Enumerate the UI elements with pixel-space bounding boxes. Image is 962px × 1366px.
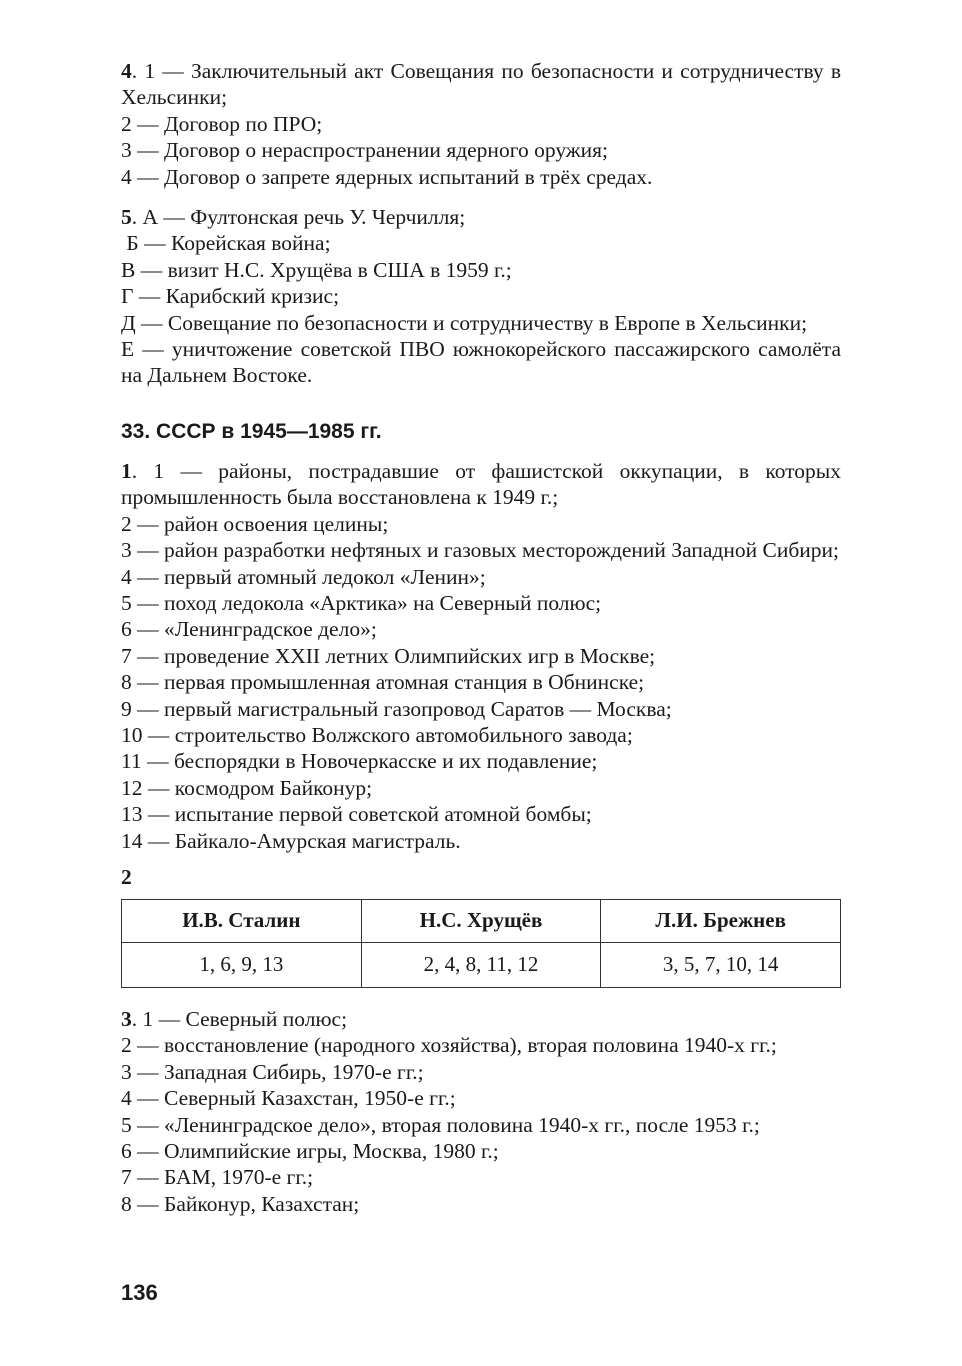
page-number: 136 — [121, 1280, 158, 1305]
table-header-cell: И.В. Сталин — [122, 899, 362, 942]
answer-line: 2 — район освоения целины; — [121, 511, 389, 536]
answer-5 — [121, 204, 841, 389]
answer-text: . А — Фултонская речь У. Черчилля; — [131, 205, 466, 230]
answer-line: Д — Совещание по безопасности и сотрудничеству в Европе в Хельсинки; — [121, 310, 808, 335]
answer-line: Е — уничтожение советской ПВО южнокорейского пассажирского самолёта на Дальнем Востоке. — [121, 337, 841, 388]
answer-number: 5 — [121, 205, 132, 230]
answer-line: 3 — район разработки нефтяных и газовых месторождений Западной Сибири; — [121, 538, 839, 563]
answer-number: 3 — [121, 1006, 132, 1031]
table-header-cell: Л.И. Брежнев — [601, 899, 841, 942]
answer-line: 6 — «Ленинградское дело»; — [121, 617, 377, 642]
answer-4 — [121, 58, 841, 190]
answer-line: 8 — первая промышленная атомная станция в Обнинске; — [121, 670, 645, 695]
answer-line: 3 — Договор о нераспространении ядерного оружия; — [121, 138, 609, 163]
answer-line: 4 — Северный Казахстан, 1950-е гг.; — [121, 1086, 456, 1111]
answer-line: 2 — восстановление (народного хозяйства), вторая половина 1940-х гг.; — [121, 1033, 777, 1058]
section-answer-3 — [121, 1006, 841, 1217]
section-heading: 33. СССР в 1945—1985 гг. — [121, 419, 382, 443]
answer-line: 8 — Байконур, Казахстан; — [121, 1191, 360, 1216]
answer-line: 4 — первый атомный ледокол «Ленин»; — [121, 564, 486, 589]
answer-line: 4 — Договор о запрете ядерных испытаний в трёх средах. — [121, 164, 653, 189]
answer-2-label: 2 — [121, 864, 132, 889]
table-cell: 1, 6, 9, 13 — [122, 942, 362, 987]
table-cell: 3, 5, 7, 10, 14 — [601, 942, 841, 987]
answer-3-first-line — [121, 1006, 841, 1032]
answer-line: 5 — «Ленинградское дело», вторая половина 1940-х гг., после 1953 г.; — [121, 1112, 760, 1137]
answer-line: 6 — Олимпийские игры, Москва, 1980 г.; — [121, 1139, 499, 1163]
answer-line: 7 — БАМ, 1970-е гг.; — [121, 1165, 314, 1190]
table-header-cell: Н.С. Хрущёв — [361, 899, 601, 942]
answer-line: 13 — испытание первой советской атомной бомбы; — [121, 802, 592, 827]
table-cell: 2, 4, 8, 11, 12 — [361, 942, 601, 987]
answer-line: 3 — Западная Сибирь, 1970-е гг.; — [121, 1059, 424, 1084]
table-row — [122, 942, 841, 987]
leaders-table — [121, 899, 841, 988]
answer-line: 10 — строительство Волжского автомобильного завода; — [121, 722, 633, 747]
answer-line: 9 — первый магистральный газопровод Саратов — Москва; — [121, 696, 672, 721]
answer-5-first-line — [121, 204, 841, 230]
table-header-row — [122, 899, 841, 942]
answer-line: 12 — космодром Байконур; — [121, 775, 373, 800]
answer-text: . 1 — районы, пострадавшие от фашистской оккупации, в которых промышленность была восстановлена к 1949 г.; — [121, 458, 841, 510]
answer-1-first-line — [121, 458, 841, 511]
page-content — [121, 58, 841, 1217]
answer-text: . 1 — Заключительный акт Совещания по безопасности и сотрудничеству в Хельсинки; — [121, 59, 841, 110]
answer-line: 2 — Договор по ПРО; — [121, 111, 323, 136]
answer-line: В — визит Н.С. Хрущёва в США в 1959 г.; — [121, 257, 512, 282]
answer-number: 4 — [121, 59, 132, 83]
answer-number: 1 — [121, 458, 132, 483]
answer-text: . 1 — Северный полюс; — [131, 1006, 348, 1031]
answer-line: 7 — проведение XXII летних Олимпийских игр в Москве; — [121, 643, 656, 668]
answer-line: Б — Корейская война; — [121, 231, 331, 256]
answer-line: 11 — беспорядки в Новочеркасске и их подавление; — [121, 749, 598, 774]
answer-line: 14 — Байкало-Амурская магистраль. — [121, 828, 461, 853]
answer-4-first-line — [121, 58, 841, 111]
section-answer-1 — [121, 458, 841, 854]
answer-line: 5 — поход ледокола «Арктика» на Северный полюс; — [121, 590, 602, 615]
answer-line: Г — Карибский кризис; — [121, 284, 340, 309]
